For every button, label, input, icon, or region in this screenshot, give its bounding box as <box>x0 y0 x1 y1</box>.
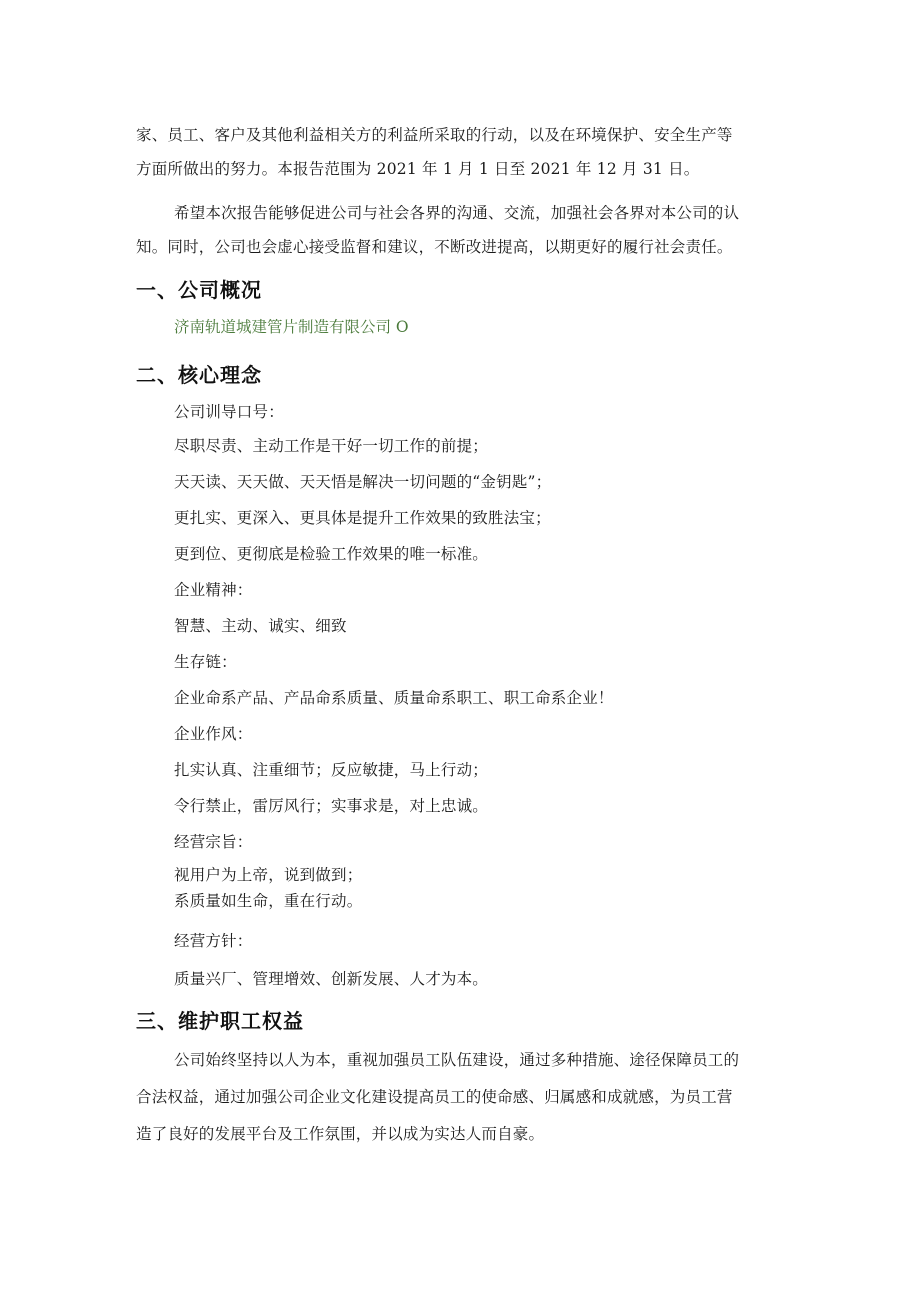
intro-paragraph-line: 知。同时，公司也会虚心接受监督和建议，不断改进提高，以期更好的履行社会责任。 <box>136 238 733 256</box>
intro-paragraph-line: 家、员工、客户及其他利益相关方的利益所采取的行动，以及在环境保护、安全生产等 <box>136 126 733 144</box>
company-name: 济南轨道城建管片制造有限公司 O <box>174 318 409 336</box>
philosophy-line: 更扎实、更深入、更具体是提升工作效果的致胜法宝； <box>174 509 551 527</box>
section-heading-employee-rights: 三、维护职工权益 <box>136 1009 304 1033</box>
philosophy-label: 企业精神： <box>174 581 253 599</box>
philosophy-label: 公司训导口号： <box>174 403 284 421</box>
philosophy-line: 天天读、天天做、天天悟是解决一切问题的“金钥匙”； <box>174 473 552 491</box>
philosophy-line: 企业命系产品、产品命系质量、质量命系职工、职工命系企业！ <box>174 689 614 707</box>
philosophy-label: 生存链： <box>174 653 237 671</box>
section-heading-core-philosophy: 二、核心理念 <box>136 363 262 387</box>
philosophy-line: 令行禁止，雷厉风行；实事求是，对上忠诚。 <box>174 797 489 815</box>
intro-paragraph-line: 希望本次报告能够促进公司与社会各界的沟通、交流，加强社会各界对本公司的认 <box>174 204 740 222</box>
section-heading-company-overview: 一、公司概况 <box>136 278 262 302</box>
employee-rights-line: 造了良好的发展平台及工作氛围，并以成为实达人而自豪。 <box>136 1125 545 1143</box>
philosophy-line: 智慧、主动、诚实、细致 <box>174 617 347 635</box>
philosophy-label: 经营方针： <box>174 932 253 950</box>
philosophy-line: 系质量如生命，重在行动。 <box>174 892 363 910</box>
philosophy-line: 质量兴厂、管理增效、创新发展、人才为本。 <box>174 970 489 988</box>
philosophy-label: 经营宗旨： <box>174 833 253 851</box>
philosophy-line: 视用户为上帝，说到做到； <box>174 866 363 884</box>
intro-paragraph-line: 方面所做出的努力。本报告范围为 2021 年 1 月 1 日至 2021 年 12 月 31 日。 <box>136 160 700 178</box>
employee-rights-line: 合法权益，通过加强公司企业文化建设提高员工的使命感、归属感和成就感，为员工营 <box>136 1088 733 1106</box>
philosophy-line: 更到位、更彻底是检验工作效果的唯一标准。 <box>174 545 489 563</box>
philosophy-line: 尽职尽责、主动工作是干好一切工作的前提； <box>174 437 489 455</box>
employee-rights-line: 公司始终坚持以人为本，重视加强员工队伍建设，通过多种措施、途径保障员工的 <box>174 1051 740 1069</box>
philosophy-line: 扎实认真、注重细节；反应敏捷，马上行动； <box>174 761 489 779</box>
philosophy-label: 企业作风： <box>174 725 253 743</box>
